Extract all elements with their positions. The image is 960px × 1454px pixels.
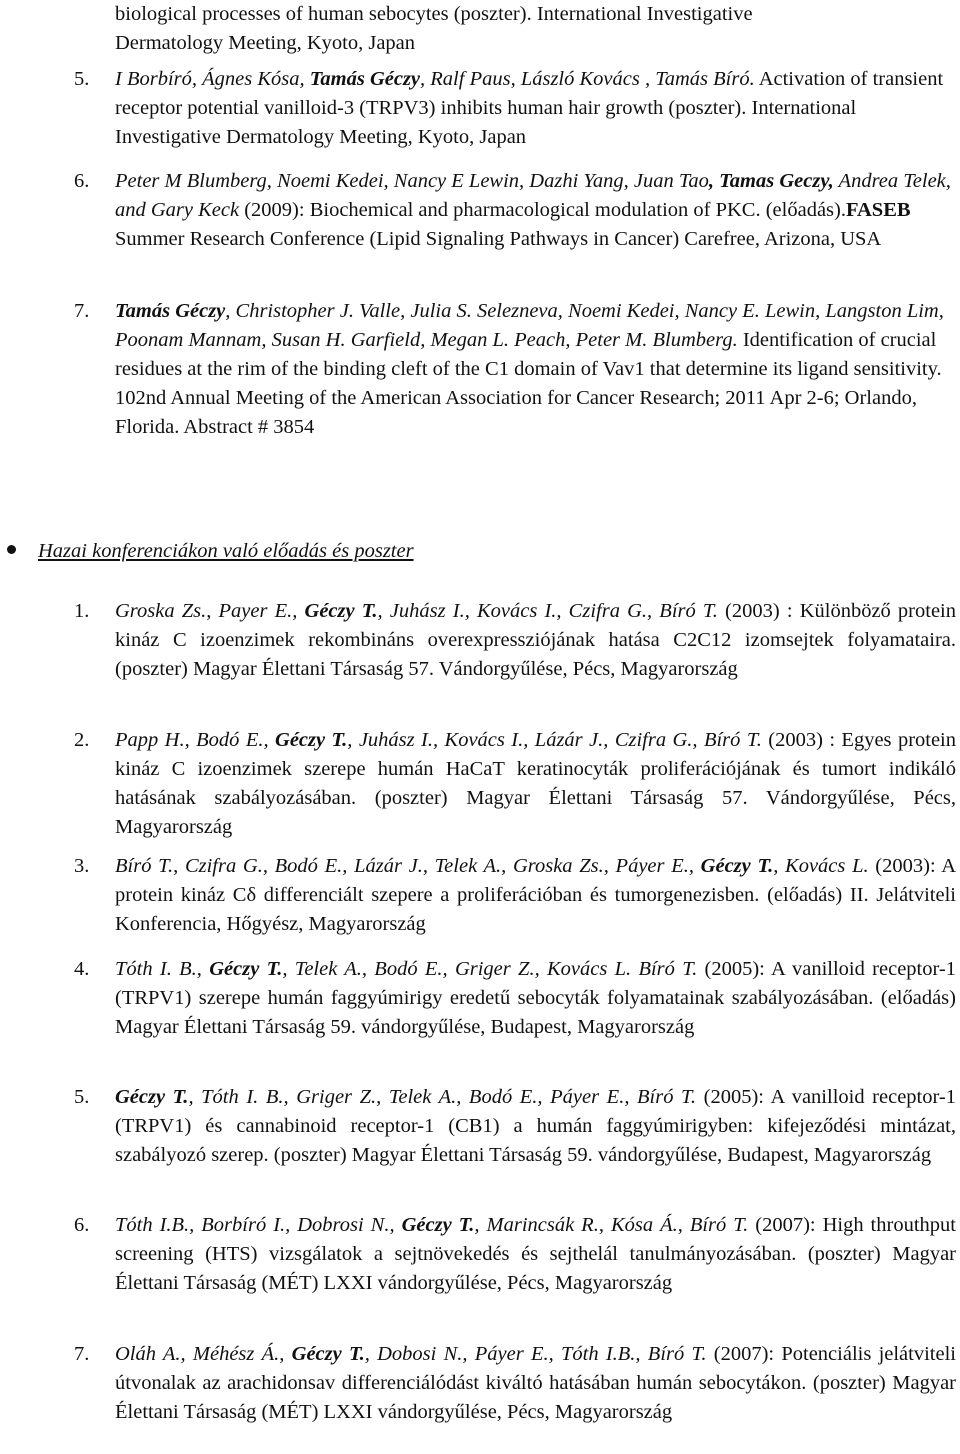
text-run: (2005): A vanilloid receptor-1 (TRPV1) és cannabinoid receptor-1 (CB1) a humán faggyúmirigyben: kifejeződési mintázat, szabályozó szerep. (poszter) Magyar Élettani Társaság 59. vándorgyűlése, Budapest, Magyarország bbox=[115, 1086, 956, 1166]
entry-text bbox=[115, 1340, 956, 1427]
text-run: I Borbíró, Ágnes Kósa, bbox=[115, 68, 310, 90]
entry-number: 1. bbox=[74, 600, 90, 622]
text-run: Peter M Blumberg, Noemi Kedei, Nancy E Lewin, Dazhi Yang, Juan Tao bbox=[115, 170, 709, 192]
text-run: Groska Zs., Payer E., bbox=[115, 600, 305, 622]
entry-number: 6. bbox=[74, 1214, 90, 1236]
text-run: (2005): A vanilloid receptor-1 (TRPV1) szerepe humán faggyúmirigy eredetű sebocyták folyamatainak szabályozásában. (előadás) Magyar Élettani Társaság 59. vándorgyűlése, Budapest, Magyarország bbox=[115, 958, 956, 1038]
text-run: Activation of transient receptor potential vanilloid-3 (TRPV3) inhibits human hair growth (poszter). International Investigative Dermatology Meeting, Kyoto, Japan bbox=[115, 68, 944, 148]
continuation-line-1: biological processes of human sebocytes (poszter). International Investigative bbox=[115, 3, 753, 25]
text-run: Géczy T. bbox=[291, 1343, 365, 1365]
entry-number: 5. bbox=[74, 68, 90, 90]
entry-text bbox=[115, 167, 956, 254]
text-run: Papp H., Bodó E., bbox=[115, 729, 276, 751]
text-run: (2009): Biochemical and pharmacological modulation of PKC. (előadás). bbox=[239, 199, 846, 221]
text-run: , Marincsák R., Kósa Á., Bíró T. bbox=[474, 1214, 749, 1236]
text-run: Géczy T. bbox=[401, 1214, 475, 1236]
text-run: Géczy T. bbox=[275, 729, 348, 751]
entry-number: 7. bbox=[74, 1343, 90, 1365]
text-run: Tamás Géczy bbox=[115, 300, 226, 322]
entry-number: 7. bbox=[74, 300, 90, 322]
text-run: (2003): A protein kináz Cδ differenciált szepere a proliferációban és tumorgenezisben. (előadás) II. Jelátviteli Konferencia, Hőgyész, Magyarország bbox=[115, 855, 957, 935]
section-title: Hazai konferenciákon való előadás és poszter bbox=[38, 540, 414, 562]
text-run: (2007): Potenciális jelátviteli útvonalak az arachidonsav differenciálódást kiváltó hatásában humán sebocytákon. (poszter) Magyar Élettani Társaság (MÉT) LXXI vándorgyűlése, Pécs, Magyarország bbox=[115, 1343, 956, 1423]
text-run: Géczy T. bbox=[700, 855, 774, 877]
entry-text bbox=[115, 726, 956, 842]
text-run: Summer Research Conference (Lipid Signaling Pathways in Cancer) Carefree, Arizona, USA bbox=[115, 228, 882, 250]
text-run: , Tamas Geczy, bbox=[708, 170, 834, 192]
text-run: , Kovács L. bbox=[773, 855, 869, 877]
text-run: (2003) : Egyes protein kináz C izoenzimek szerepe humán HaCaT keratinocyták proliferációjának és tumort indikáló hatásának szabályozásában. (poszter) Magyar Élettani Társaság 57. Vándorgyűlése, Pécs, Magyarország bbox=[115, 729, 957, 838]
entry-number: 2. bbox=[74, 729, 90, 751]
text-run: , Tóth I. B., Griger Z., Telek A., Bodó E., Páyer E., Bíró T. bbox=[188, 1086, 697, 1108]
text-run: Oláh A., Méhész Á., bbox=[115, 1343, 292, 1365]
text-run: Tóth I. B., bbox=[115, 958, 210, 980]
text-run: Géczy T. bbox=[115, 1086, 189, 1108]
entry-text bbox=[115, 852, 956, 939]
text-run: Géczy T. bbox=[209, 958, 283, 980]
text-run: , Juhász I., Kovács I., Czifra G., Bíró T. bbox=[377, 600, 718, 622]
continuation-line-2: Dermatology Meeting, Kyoto, Japan bbox=[115, 32, 416, 54]
text-run: Tamás Géczy bbox=[309, 68, 421, 90]
section-bullet-icon bbox=[7, 545, 16, 554]
entry-text bbox=[115, 597, 956, 684]
text-run: Géczy T. bbox=[304, 600, 378, 622]
text-run: , Juhász I., Kovács I., Lázár J., Czifra G., Bíró T. bbox=[347, 729, 762, 751]
entry-number: 3. bbox=[74, 855, 90, 877]
entry-text bbox=[115, 955, 956, 1042]
text-run: , Telek A., Bodó E., Griger Z., Kovács L. Bíró T. bbox=[282, 958, 698, 980]
entry-number: 5. bbox=[74, 1086, 90, 1108]
text-run: Tóth I.B., Borbíró I., Dobrosi N., bbox=[115, 1214, 402, 1236]
entry-number: 6. bbox=[74, 170, 90, 192]
text-run: (2003) : Különböző protein kináz C izoenzimek rekombináns overexpressziójának hatása C2C12 izomsejtek folyamataira. (poszter) Magyar Élettani Társaság 57. Vándorgyűlése, Pécs, Magyarország bbox=[115, 600, 956, 680]
text-run: Bíró T., Czifra G., Bodó E., Lázár J., Telek A., Groska Zs., Páyer E., bbox=[115, 855, 701, 877]
text-run: Andrea Telek, and Gary Keck bbox=[115, 170, 951, 221]
text-run: FASEB bbox=[845, 199, 911, 221]
previous-entry-continuation bbox=[115, 0, 956, 58]
text-run: , Christopher J. Valle, Julia S. Selezneva, Noemi Kedei, Nancy E. Lewin, Langston Lim, Poonam Mannam, Susan H. Garfield, Megan L. Peach, Peter M. Blumberg. bbox=[115, 300, 944, 351]
text-run: Identification of crucial residues at the rim of the binding cleft of the C1 domain of Vav1 that determine its ligand sensitivity. 102nd Annual Meeting of the American Association for Cancer Research; 2011 Apr 2-6; Orlando, Florida. Abstract # 3854 bbox=[115, 329, 942, 438]
entry-text bbox=[115, 65, 956, 152]
entry-text bbox=[115, 1083, 956, 1170]
entry-text bbox=[115, 1211, 956, 1298]
text-run: (2007): High throuthput screening (HTS) vizsgálatok a sejtnövekedés és sejthelál tanulmányozásában. (poszter) Magyar Élettani Társaság (MÉT) LXXI vándorgyűlése, Pécs, Magyarország bbox=[115, 1214, 956, 1294]
text-run: , Ralf Paus, László Kovács , Tamás Bíró. bbox=[420, 68, 755, 90]
entry-number: 4. bbox=[74, 958, 90, 980]
entry-text bbox=[115, 297, 956, 442]
text-run: , Dobosi N., Páyer E., Tóth I.B., Bíró T. bbox=[364, 1343, 707, 1365]
